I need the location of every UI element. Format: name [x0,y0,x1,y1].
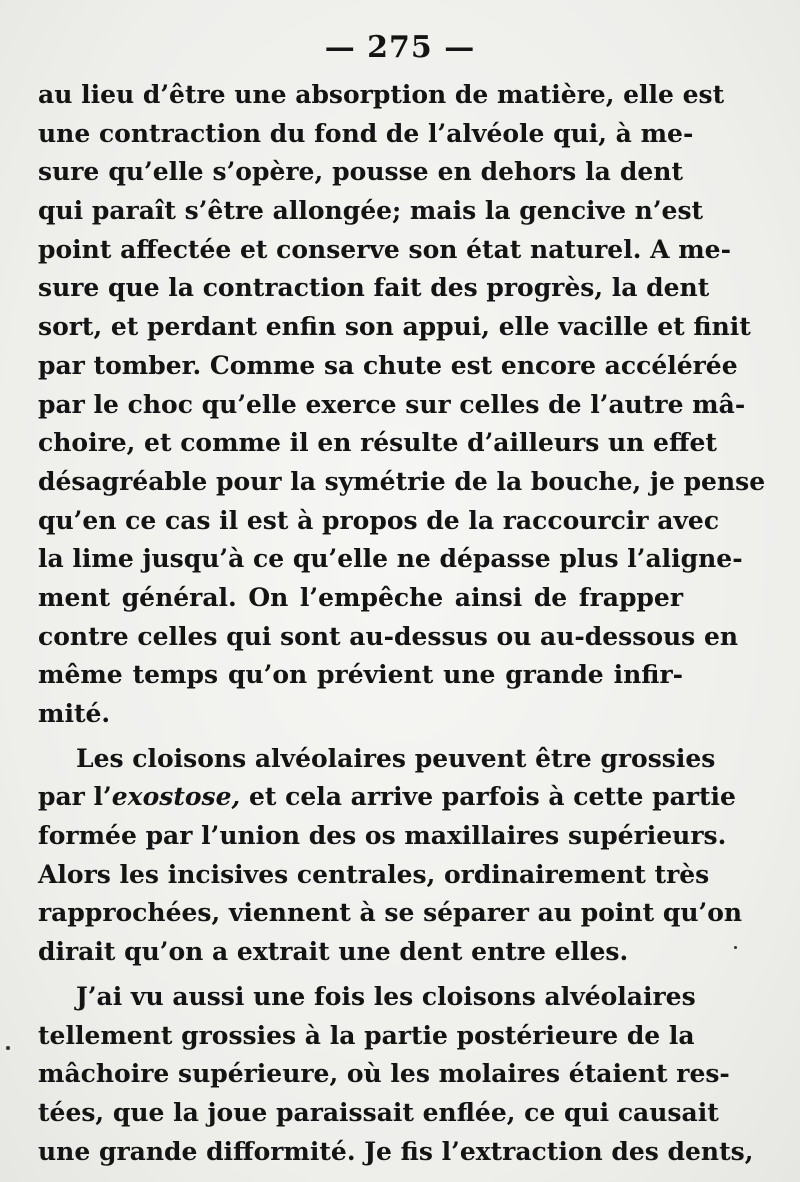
paragraph-2 [38,740,743,972]
text-line: par tomber. Comme sa chute est encore accélérée [38,350,738,380]
text-line: mité. [38,699,111,728]
text-line: même temps qu’on prévient une grande infir- [38,660,683,690]
paper-speck [6,1046,10,1050]
text-line: la lime jusqu’à ce qu’elle ne dépasse plus l’aligne- [38,544,743,574]
text-line: tellement grossies à la partie postérieure de la [38,1020,695,1050]
text-line: sure qu’elle s’opère, pousse en dehors la dent [38,157,683,187]
text-line: mâchoire supérieure, où les molaires étaient res- [38,1059,730,1089]
paper-speck [734,946,737,949]
text-line-with-italic [38,778,736,817]
text-line: qui paraît s’être allongée; mais la gencive n’est [38,196,704,226]
text-line: formée par l’union des os maxillaires supérieurs. [38,821,727,851]
text-line: sure que la contraction fait des progrès, la dent [38,273,710,303]
paragraph-3 [38,978,754,1171]
text-line: une contraction du fond de l’alvéole qui, à me- [38,118,694,148]
paragraph-1 [38,76,766,734]
text-line: par le choc qu’elle exerce sur celles de l’autre mâ- [38,389,746,419]
text-line: désagréable pour la symétrie de la bouche, je pense [38,466,766,496]
text-line: tées, que la joue paraissait enflée, ce qui causait [38,1097,719,1127]
text-line: rapprochées, viennent à se séparer au point qu’on [38,898,743,928]
text-segment: par l’ [38,782,112,812]
page-number: — 275 — [324,30,476,65]
text-line: ment général. On l’empêche ainsi de frapper [38,582,683,612]
text-line: Les cloisons alvéolaires peuvent être grossies [76,743,716,773]
italic-term: exostose, [111,782,241,812]
text-line: J’ai vu aussi une fois les cloisons alvéolaires [76,981,696,1011]
text-line: point affectée et conserve son état naturel. A me- [38,234,731,264]
text-segment: et cela arrive parfois à cette partie [240,782,736,812]
text-line: dirait qu’on a extrait une dent entre elles. [38,937,629,967]
text-line: choire, et comme il en résulte d’ailleurs un effet [38,428,717,458]
body-text [38,76,766,1171]
text-line: au lieu d’être une absorption de matière, elle est [38,80,725,109]
text-line: Alors les incisives centrales, ordinairement très [38,859,710,889]
text-line: qu’en ce cas il est à propos de la raccourcir avec [38,505,720,535]
text-line: contre celles qui sont au-dessus ou au-dessous en [38,621,739,651]
text-line: une grande difformité. Je fis l’extraction des dents, [38,1136,754,1166]
text-line: sort, et perdant enfin son appui, elle vacille et finit [38,312,751,342]
